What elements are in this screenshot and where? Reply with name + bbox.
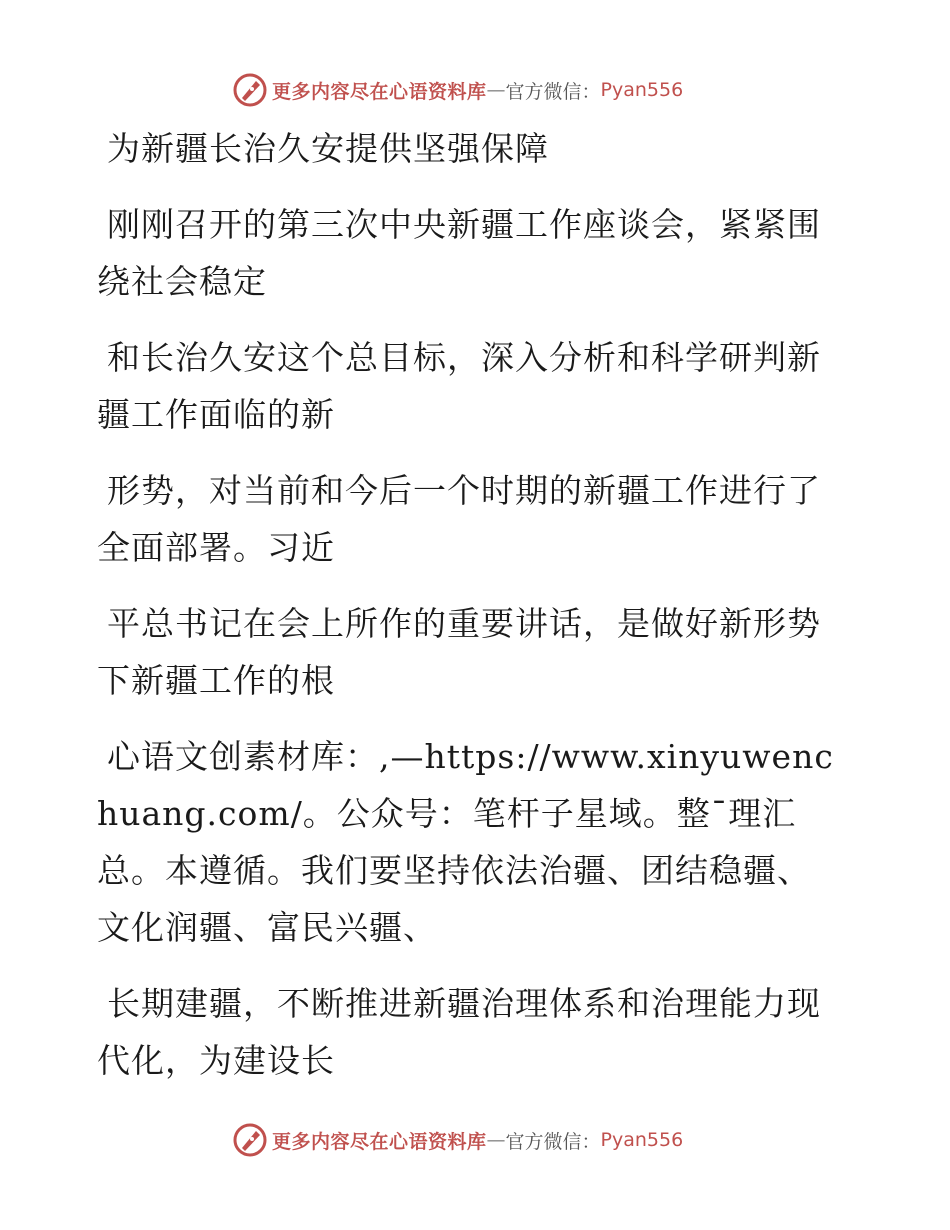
watermark-main-text: 更多内容尽在心语资料库: [272, 1130, 487, 1153]
paragraph: 形势，对当前和今后一个时期的新疆工作进行了全面部署。习近: [97, 471, 821, 567]
paragraph: 刚刚召开的第三次中央新疆工作座谈会，紧紧围绕社会稳定: [97, 205, 821, 301]
watermark-wechat-id: Pyan556: [600, 79, 684, 101]
paragraph: 长期建疆，不断推进新疆治理体系和治理能力现代化，为建设长: [97, 984, 821, 1080]
watermark-separator: —: [486, 1129, 506, 1151]
paragraph: 和长治久安这个总目标，深入分析和科学研判新疆工作面临的新: [97, 338, 821, 434]
watermark-main-text: 更多内容尽在心语资料库: [272, 80, 487, 103]
pen-nib-logo-icon: [232, 1122, 268, 1158]
document-body: [97, 120, 837, 1108]
watermark-wechat-label: 官方微信：: [505, 1130, 601, 1153]
watermark-separator: —: [486, 79, 506, 101]
watermark-wechat-id: Pyan556: [600, 1129, 684, 1151]
document-title: 为新疆长治久安提供坚强保障: [107, 129, 549, 168]
header-watermark: [232, 70, 683, 110]
paragraph: 平总书记在会上所作的重要讲话，是做好新形势下新疆工作的根: [97, 604, 821, 700]
pen-nib-logo-icon: [232, 72, 268, 108]
watermark-wechat-label: 官方微信：: [505, 80, 601, 103]
paragraph: 心语文创素材库：,—https://www.xinyuwenchuang.com/。公众号：笔杆子星域。整¯理汇总。本遵循。我们要坚持依法治疆、团结稳疆、文化润疆、富民兴疆、: [97, 737, 834, 947]
footer-watermark: [232, 1120, 683, 1160]
